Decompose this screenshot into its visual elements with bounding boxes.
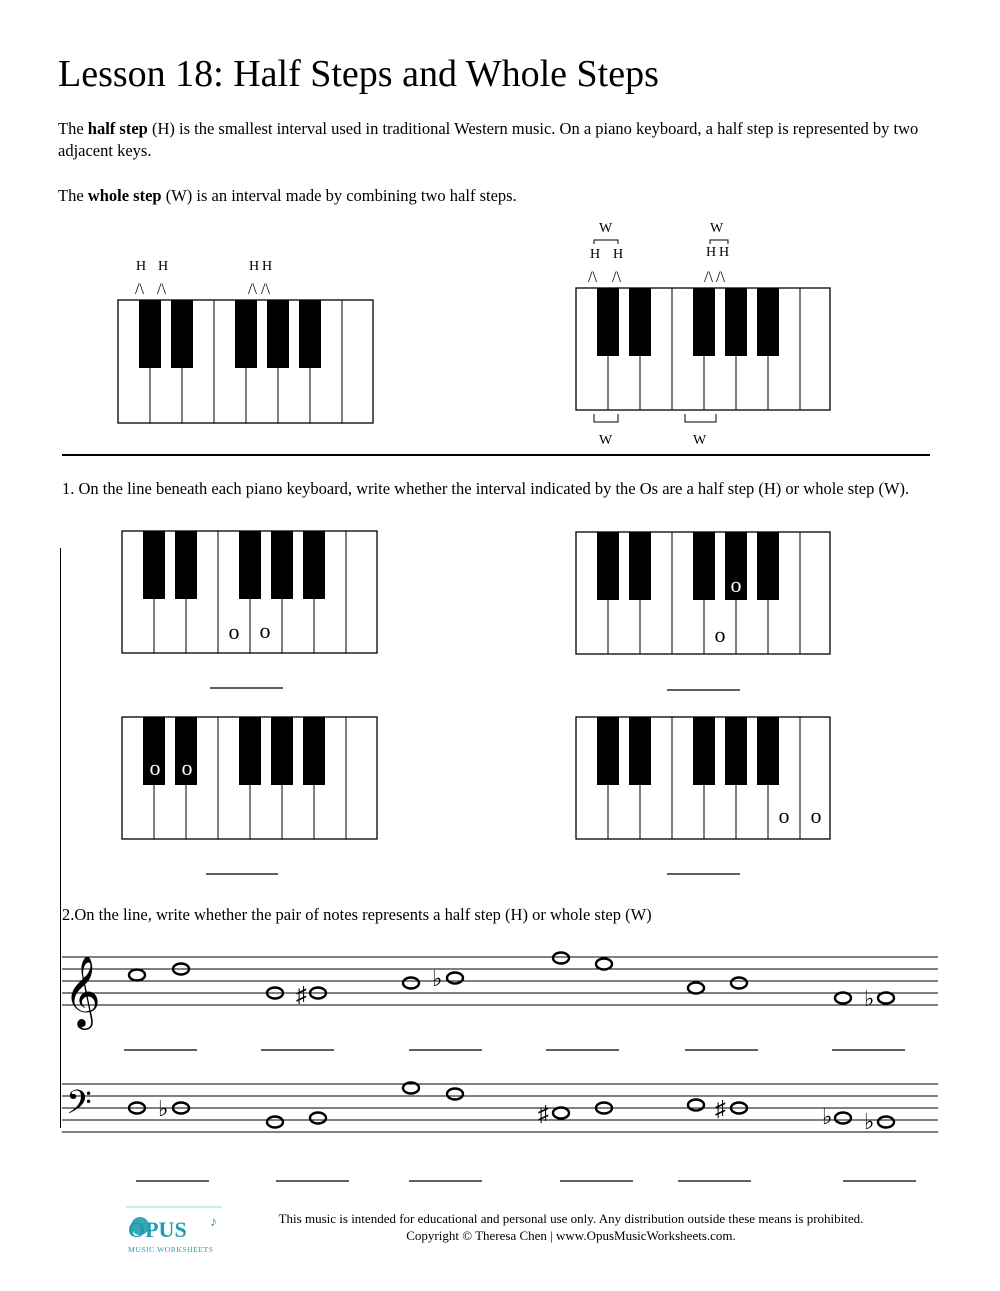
exercise-keyboard: [122, 717, 377, 839]
flat-icon: ♭: [158, 1096, 169, 1121]
demo-label-w: W: [710, 221, 724, 236]
whole-note: [553, 953, 569, 964]
demo-caret: /\: [588, 269, 597, 286]
whole-step-term: whole step: [87, 186, 162, 205]
note-marker: o: [714, 622, 726, 647]
flat-icon: ♭: [864, 1109, 875, 1134]
exercise-keyboard: [122, 531, 377, 653]
note-marker: o: [259, 618, 271, 643]
whole-note: [447, 1089, 463, 1100]
flat-icon: ♭: [432, 966, 443, 991]
page-title: Lesson 18: Half Steps and Whole Steps: [58, 53, 659, 95]
demo-caret: /\: [704, 269, 713, 286]
whole-note: [267, 1117, 283, 1128]
question-1: 1. On the line beneath each piano keyboard, write whether the interval indicated by the Os are a half step (H) or whole step (W).: [62, 479, 910, 498]
demo-label-w: W: [693, 433, 707, 448]
whole-note: [553, 1108, 569, 1119]
note-marker: o: [810, 803, 822, 828]
demo-label-h: H: [706, 245, 717, 260]
half-step-definition: The half step (H) is the smallest interval used in traditional Western music. On a piano keyboard, a half step is represented by two adjacent keys.: [58, 119, 919, 160]
demo-label-h: H: [590, 247, 601, 262]
demo-caret: /\: [135, 281, 144, 298]
exercise-keyboard: [576, 532, 830, 654]
whole-note: [596, 959, 612, 970]
exercise-keyboard: [576, 717, 830, 839]
flat-icon: ♭: [864, 986, 875, 1011]
note-marker: o: [181, 755, 193, 780]
demo-caret: /\: [716, 269, 725, 286]
whole-note: [731, 978, 747, 989]
demo-caret: /\: [261, 281, 270, 298]
whole-note: [403, 978, 419, 989]
logo-subtitle: MUSIC WORKSHEETS: [128, 1245, 214, 1254]
demo-caret: /\: [157, 281, 166, 298]
treble-clef-icon: 𝄞: [64, 958, 101, 1026]
footer-copyright: Copyright © Theresa Chen | www.OpusMusicWorksheets.com.: [406, 1228, 736, 1243]
question-2: 2.On the line, write whether the pair of notes represents a half step (H) or whole step (W): [62, 905, 652, 924]
note-marker: o: [228, 619, 240, 644]
half-step-term: half step: [87, 119, 148, 138]
section-divider: [62, 454, 930, 456]
whole-note: [688, 983, 704, 994]
demo-caret: /\: [248, 281, 257, 298]
logo-wordmark: OPUS: [128, 1217, 187, 1242]
note-marker: o: [149, 755, 161, 780]
margin-line: [60, 548, 61, 1128]
bass-staff: [62, 1084, 938, 1132]
whole-note: [310, 1113, 326, 1124]
whole-note: [129, 970, 145, 981]
demo-caret: /\: [612, 269, 621, 286]
opus-logo: [126, 1206, 226, 1262]
demo-label-h: H: [613, 247, 624, 262]
demo-label-w: W: [599, 433, 613, 448]
footer-disclaimer: This music is intended for educational and personal use only. Any distribution outside these means is prohibited.: [278, 1211, 864, 1226]
demo-label-h: H: [158, 259, 169, 274]
demo-label-w: W: [599, 221, 613, 236]
svg-text:♪: ♪: [210, 1215, 217, 1230]
demo-label-h: H: [249, 259, 260, 274]
demo-label-h: H: [136, 259, 147, 274]
sharp-icon: ♯: [296, 982, 307, 1007]
note-marker: o: [778, 803, 790, 828]
flat-icon: ♭: [822, 1104, 833, 1129]
treble-staff: [62, 957, 938, 1005]
whole-note: [878, 1117, 894, 1128]
note-marker: o: [730, 572, 742, 597]
bass-clef-icon: 𝄢: [66, 1084, 92, 1129]
whole-step-definition: The whole step (W) is an interval made by combining two half steps.: [58, 186, 517, 205]
whole-note: [835, 1113, 851, 1124]
whole-note: [835, 993, 851, 1004]
whole-note: [878, 993, 894, 1004]
sharp-icon: ♯: [538, 1101, 549, 1126]
whole-note: [447, 973, 463, 984]
demo-label-h: H: [719, 245, 730, 260]
sharp-icon: ♯: [715, 1096, 726, 1121]
demo-label-h: H: [262, 259, 273, 274]
whole-note: [688, 1100, 704, 1111]
